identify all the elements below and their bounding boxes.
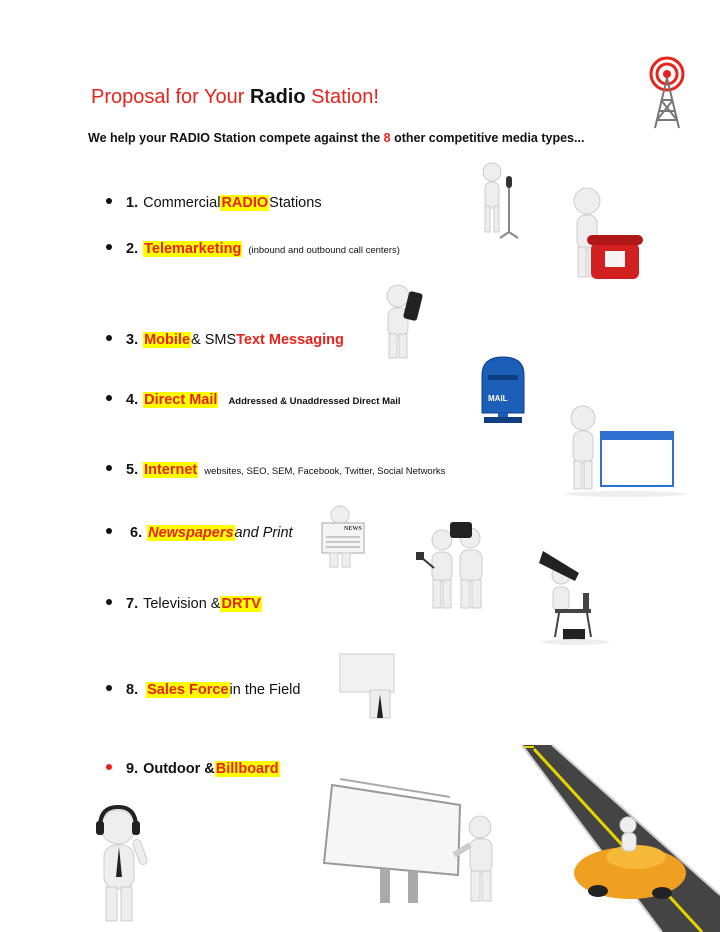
bullet <box>106 198 112 204</box>
list-item-sales-force: 8. Sales Force in the Field <box>106 682 300 698</box>
list-item-mobile: 3. Mobile & SMS Text Messaging <box>106 332 344 348</box>
browser-window-figure-image <box>555 402 695 498</box>
list-item-commercial-radio: 1. Commercial RADIO Stations <box>106 195 322 211</box>
list-item-outdoor: 9. Outdoor & Billboard <box>106 761 280 777</box>
mailbox-image <box>478 355 528 423</box>
billboard-figure-image <box>320 775 510 905</box>
microphone-figure-image <box>470 160 530 242</box>
bullet <box>106 395 112 401</box>
list-item-internet: 5. Internet websites, SEO, SEM, Facebook, Twitter, Social Networks <box>106 462 445 478</box>
newspaper-label: NEWS <box>344 526 362 532</box>
mobile-phone-figure-image <box>380 282 428 360</box>
page-subtitle: We help your RADIO Station compete against the 8 other competitive media types... <box>88 131 585 145</box>
bullet <box>106 335 112 341</box>
telephone-figure-image <box>565 185 645 285</box>
director-megaphone-figure-image <box>535 545 615 645</box>
bullet <box>106 465 112 471</box>
list-item-direct-mail: 4. Direct Mail Addressed & Unaddressed Direct Mail <box>106 392 401 408</box>
bullet <box>106 528 112 534</box>
camera-crew-figure-image <box>412 518 492 610</box>
mailbox-label: MAIL <box>488 394 508 403</box>
list-item-telemarketing: 2. Telemarketing (inbound and outbound call centers) <box>106 241 400 257</box>
sales-sign-figure-image <box>336 650 398 718</box>
bullet <box>106 599 112 605</box>
bullet <box>106 685 112 691</box>
bullet <box>106 244 112 250</box>
list-item-television: 7. Television & DRTV <box>106 596 262 612</box>
page-title: Proposal for Your Radio Station! <box>91 86 379 108</box>
radio-tower-icon <box>645 56 689 130</box>
bullet <box>106 764 112 770</box>
newspaper-figure-image <box>318 505 368 567</box>
list-item-newspapers: 6. Newspapers and Print <box>106 525 293 541</box>
road-car-figure-image <box>512 745 720 932</box>
headphones-figure-image <box>90 805 150 925</box>
